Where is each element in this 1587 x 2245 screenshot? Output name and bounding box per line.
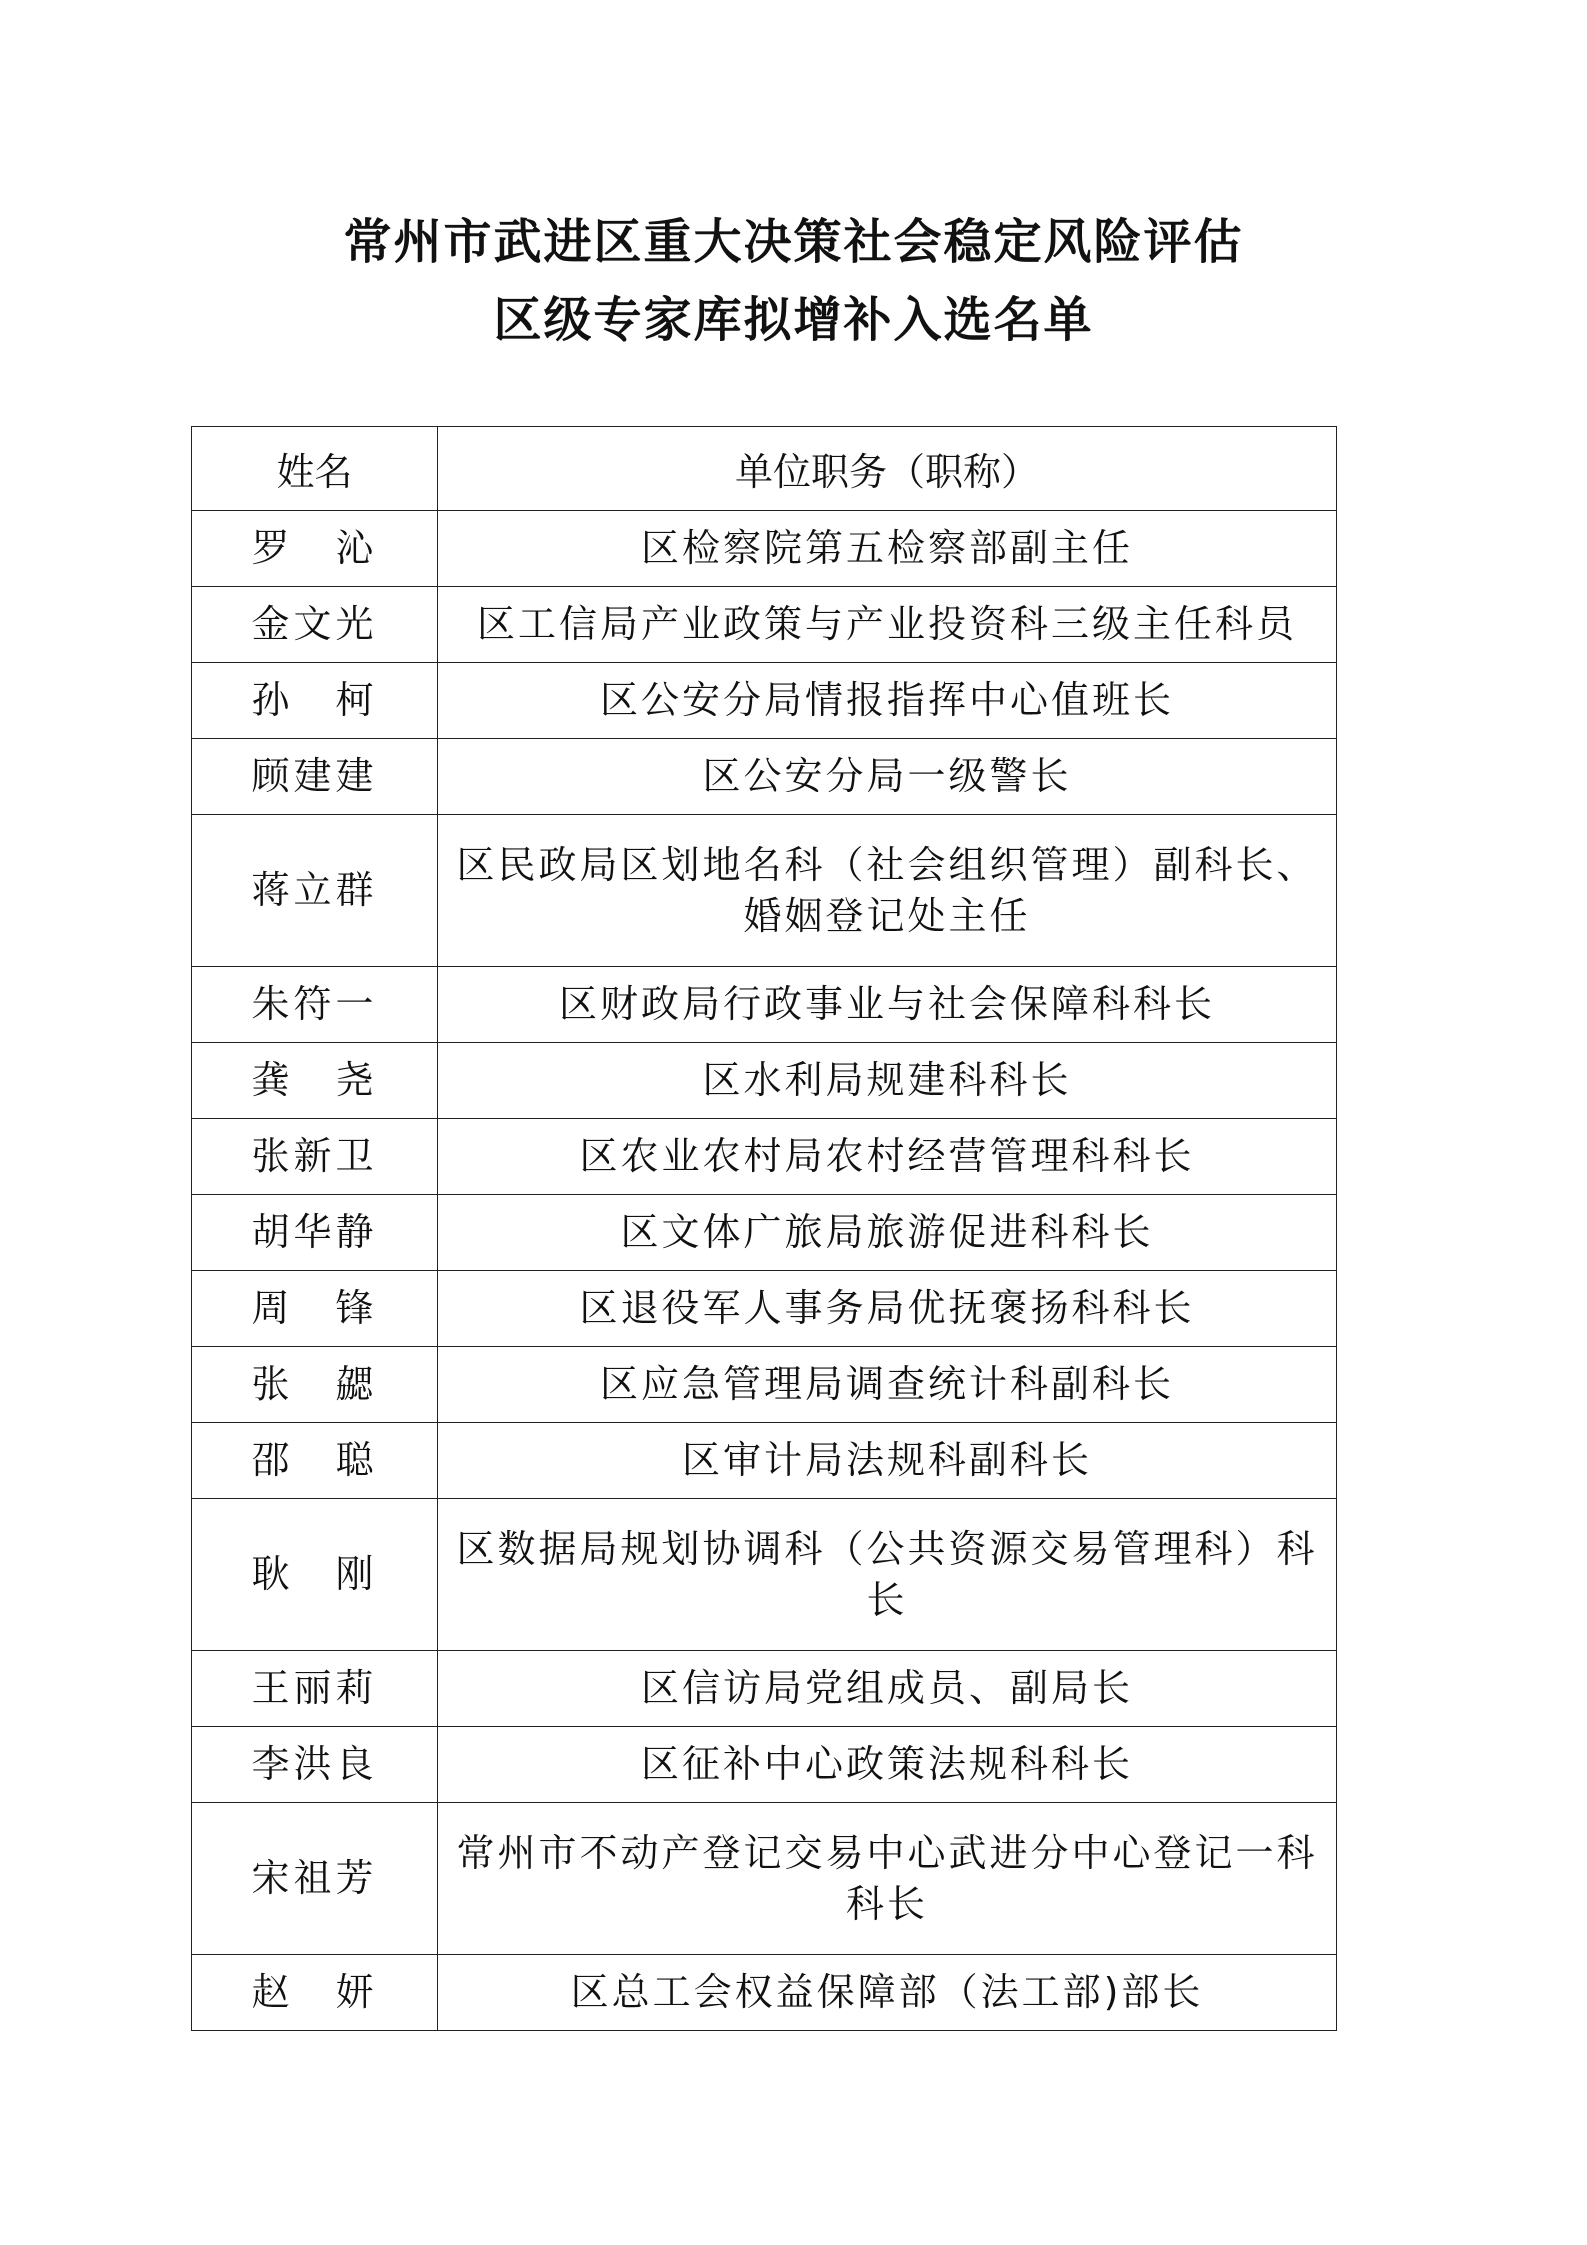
cell-position: 区信访局党组成员、副局长 — [438, 1651, 1337, 1727]
cell-name: 龚 尧 — [192, 1043, 438, 1119]
cell-name: 胡华静 — [192, 1195, 438, 1271]
cell-name: 顾建建 — [192, 739, 438, 815]
cell-position: 区财政局行政事业与社会保障科科长 — [438, 967, 1337, 1043]
cell-position: 区民政局区划地名科（社会组织管理）副科长、婚姻登记处主任 — [438, 815, 1337, 967]
cell-position: 区退役军人事务局优抚褒扬科科长 — [438, 1271, 1337, 1347]
cell-position: 常州市不动产登记交易中心武进分中心登记一科科长 — [438, 1803, 1337, 1955]
cell-position: 区检察院第五检察部副主任 — [438, 511, 1337, 587]
cell-position: 区公安分局情报指挥中心值班长 — [438, 663, 1337, 739]
table-row — [192, 1803, 1337, 1955]
expert-list-table — [191, 426, 1337, 2031]
cell-name: 邵 聪 — [192, 1423, 438, 1499]
table-row — [192, 1347, 1337, 1423]
cell-position: 区数据局规划协调科（公共资源交易管理科）科长 — [438, 1499, 1337, 1651]
table-header-row — [192, 427, 1337, 511]
cell-position: 区公安分局一级警长 — [438, 739, 1337, 815]
cell-name: 王丽莉 — [192, 1651, 438, 1727]
table-row — [192, 1195, 1337, 1271]
cell-name: 耿 刚 — [192, 1499, 438, 1651]
cell-name: 朱符一 — [192, 967, 438, 1043]
cell-position: 区总工会权益保障部（法工部)部长 — [438, 1955, 1337, 2031]
cell-position: 区水利局规建科科长 — [438, 1043, 1337, 1119]
table-row — [192, 1651, 1337, 1727]
table-row — [192, 1727, 1337, 1803]
header-position: 单位职务（职称） — [438, 427, 1337, 511]
cell-name: 金文光 — [192, 587, 438, 663]
cell-name: 张 勰 — [192, 1347, 438, 1423]
table-row — [192, 1423, 1337, 1499]
cell-name: 周 锋 — [192, 1271, 438, 1347]
cell-name: 张新卫 — [192, 1119, 438, 1195]
page-title-line2: 区级专家库拟增补入选名单 — [493, 292, 1094, 348]
table-row — [192, 587, 1337, 663]
cell-position: 区农业农村局农村经营管理科科长 — [438, 1119, 1337, 1195]
cell-position: 区征补中心政策法规科科长 — [438, 1727, 1337, 1803]
table-row — [192, 1271, 1337, 1347]
cell-name: 蒋立群 — [192, 815, 438, 967]
cell-name: 罗 沁 — [192, 511, 438, 587]
table-row — [192, 1119, 1337, 1195]
table-row — [192, 1955, 1337, 2031]
cell-name: 宋祖芳 — [192, 1803, 438, 1955]
cell-position: 区工信局产业政策与产业投资科三级主任科员 — [438, 587, 1337, 663]
cell-name: 赵 妍 — [192, 1955, 438, 2031]
page-title-line1: 常州市武进区重大决策社会稳定风险评估 — [343, 214, 1244, 270]
table-row — [192, 967, 1337, 1043]
header-name: 姓名 — [192, 427, 438, 511]
cell-position: 区审计局法规科副科长 — [438, 1423, 1337, 1499]
cell-position: 区文体广旅局旅游促进科科长 — [438, 1195, 1337, 1271]
table-row — [192, 511, 1337, 587]
cell-name: 李洪良 — [192, 1727, 438, 1803]
table-row — [192, 1043, 1337, 1119]
cell-name: 孙 柯 — [192, 663, 438, 739]
table-row — [192, 815, 1337, 967]
table-row — [192, 663, 1337, 739]
cell-position: 区应急管理局调查统计科副科长 — [438, 1347, 1337, 1423]
table-row — [192, 1499, 1337, 1651]
table-row — [192, 739, 1337, 815]
